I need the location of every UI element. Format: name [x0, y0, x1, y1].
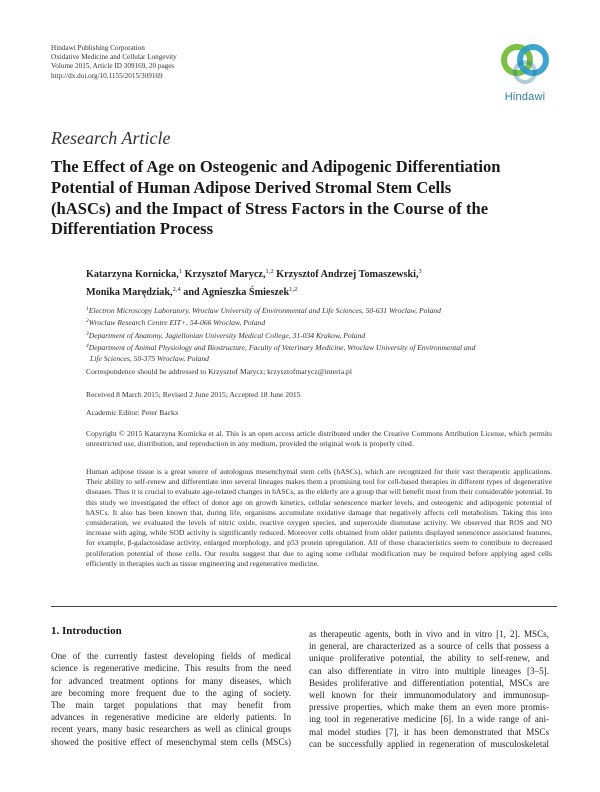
author-affil-sup: 3: [418, 268, 422, 275]
hindawi-logo-icon: [499, 40, 551, 88]
text-line: as therapeutic agents, both in vivo and in vitro [1, 2]. MSCs,: [309, 629, 549, 639]
article-dates: Received 8 March 2015; Revised 2 June 2015; Accepted 18 June 2015: [86, 390, 301, 399]
author-list: [86, 264, 422, 300]
author-affil-sup: 1,2: [265, 268, 274, 275]
text-line: The main target populations that may benefit from: [51, 700, 291, 711]
copyright-notice: Copyright © 2015 Katarzyna Kornicka et al. This is an open access article distributed under the Creative Commons Attribution License, which permits unrestricted use, distribution, and reproduction in any medium, provided the original work is properly cited.: [86, 429, 552, 449]
author-line-1: [86, 264, 422, 282]
text-line: unique proliferative potential, the ability to self-renew, and: [309, 653, 549, 664]
intro-column-right: [309, 628, 549, 750]
text-line: science is regenerative medicine. This results from the need: [51, 663, 291, 674]
affiliation: $^4$Department of Animal Physiology and Biostructure, Faculty of Veterinary Medicine, Wroclaw University of Environmental and: [86, 343, 476, 353]
abstract: [86, 467, 552, 569]
author-name: Katarzyna Kornicka,: [86, 269, 179, 280]
article-type: Research Article: [51, 128, 171, 148]
text-line: mal model studies [7], it has been demonstrated that MSCs: [309, 726, 549, 737]
article-title: [51, 157, 561, 240]
text-line: pressive properties, which make them an even more promis-: [309, 702, 549, 713]
title-line: Potential of Human Adipose Derived Stromal Stem Cells: [51, 177, 452, 197]
text-line: well known for their immunomodulatory and immunosup-: [309, 690, 549, 701]
title-line: The Effect of Age on Osteogenic and Adipogenic Differentiation: [51, 157, 501, 176]
author-affil-sup: 1: [178, 268, 183, 275]
text-line: One of the currently fastest developing fields of medical: [51, 651, 291, 662]
affiliation: $^1$Electron Microscopy Laboratory, Wroclaw University of Environmental and Life Sciences, 50-631 Wroclaw, Poland: [86, 306, 441, 315]
academic-editor: Academic Editor: Peter Backx: [86, 408, 179, 417]
author-name: Krzysztof Andrzej Tomaszewski,: [273, 269, 419, 280]
author-name: Monika Marędziak,: [86, 287, 173, 298]
author-line-2: [86, 282, 422, 300]
text-line: Besides proliferative and differentiation potential, MSCs are: [309, 677, 549, 688]
affiliation-continued: Life Sciences, 50-375 Wroclaw, Poland: [90, 353, 209, 363]
intro-column-left: [51, 625, 291, 748]
affiliation: $^3$Department of Anatomy, Jagiellonian University Medical College, 31-034 Krakow, Poland: [86, 330, 366, 340]
abstract-text: Human adipose tissue is a great source of autologous mesenchymal stem cells (hASCs), which are recognized for their vast therapeutic applications. Their ability to self-renew and differentiate into several lineages makes them a promising tool for cell-based therapies in different types of degenerative diseases. Thus it is crucial to evaluate age-related changes in hASCs, as the elderly are a group that will benefit most from their considerable potential. In this study we investigated the effect of donor age on growth kinetics, cellular senescence marker levels, and osteogenic and adipogenic potential of hASCs. It also has been known that, during life, organisms accumulate oxidative damage that negatively affects cell metabolism. Taking this into consideration, we evaluated the levels of nitric oxide, reactive oxygen species, and superoxide dismutase activity. We observed that ROS and NO increase with aging, while SOD activity is significantly reduced. Moreover cells obtained from older patients displayed senescence associated features, for example, β-galactosidase activity, enlarged morphology, and p53 protein upregulation. All of those characteristics seem to contribute to decreased proliferation potential of those cells. Our results suggest that due to aging some cellular modification may be required before applying aged cells efficiently in therapies such as tissue engineering and regenerative medicine.: [86, 467, 552, 568]
intro-right-text: [309, 628, 549, 750]
text-line: are becoming more frequent due to the aging of society.: [51, 687, 291, 698]
author-affil-sup: 1,2: [289, 286, 298, 293]
affiliation: $^2$Wroclaw Research Centre EIT+, 54-066 Wroclaw, Poland: [86, 318, 266, 328]
volume-info: Volume 2015, Article ID 309169, 20 pages: [51, 62, 175, 71]
title-line: Differentiation Process: [51, 219, 214, 239]
author-name: Krzysztof Marycz,: [182, 269, 266, 280]
text-line: showed the positive effect of mesenchymal stem cells (MSCs): [51, 736, 291, 747]
hindawi-logo-text: Hindawi: [504, 91, 546, 103]
text-line: ing tool in regenerative medicine [6]. In a wide range of ani-: [309, 714, 549, 725]
hindawi-logo: [494, 40, 556, 106]
journal-info: [51, 44, 177, 81]
text-line: can also differentiate in vitro into multiple lineages [3–5].: [309, 665, 549, 676]
section-divider: [51, 606, 557, 607]
intro-left-text: [51, 650, 291, 748]
correspondence: Correspondence should be addressed to Krzysztof Marycz; krzysztofmarycz@interia.pl: [86, 367, 352, 376]
author-affil-sup: 2,4: [172, 286, 181, 293]
text-line: for advanced treatment options for many diseases, which: [51, 675, 291, 686]
publisher: Hindawi Publishing Corporation: [51, 44, 145, 52]
text-line: advances in regenerative medicine are elderly patients. In: [51, 712, 291, 723]
author-name: and Agnieszka Śmieszek: [180, 287, 290, 298]
journal-name: Oxidative Medicine and Cellular Longevity: [51, 53, 177, 62]
section-heading: 1. Introduction: [51, 625, 122, 637]
doi-link[interactable]: http://dx.doi.org/10.1155/2015/309169: [51, 71, 163, 80]
title-line: (hASCs) and the Impact of Stress Factors in the Course of the: [51, 198, 489, 218]
affiliation-list: [86, 304, 566, 364]
text-line: recent years, many basic researchers as well as clinical groups: [51, 724, 291, 735]
text-line: can be successfully applied in regeneration of musculoskeletal: [309, 738, 549, 749]
text-line: in general, are characterized as a source of cells that possess a: [309, 641, 549, 652]
